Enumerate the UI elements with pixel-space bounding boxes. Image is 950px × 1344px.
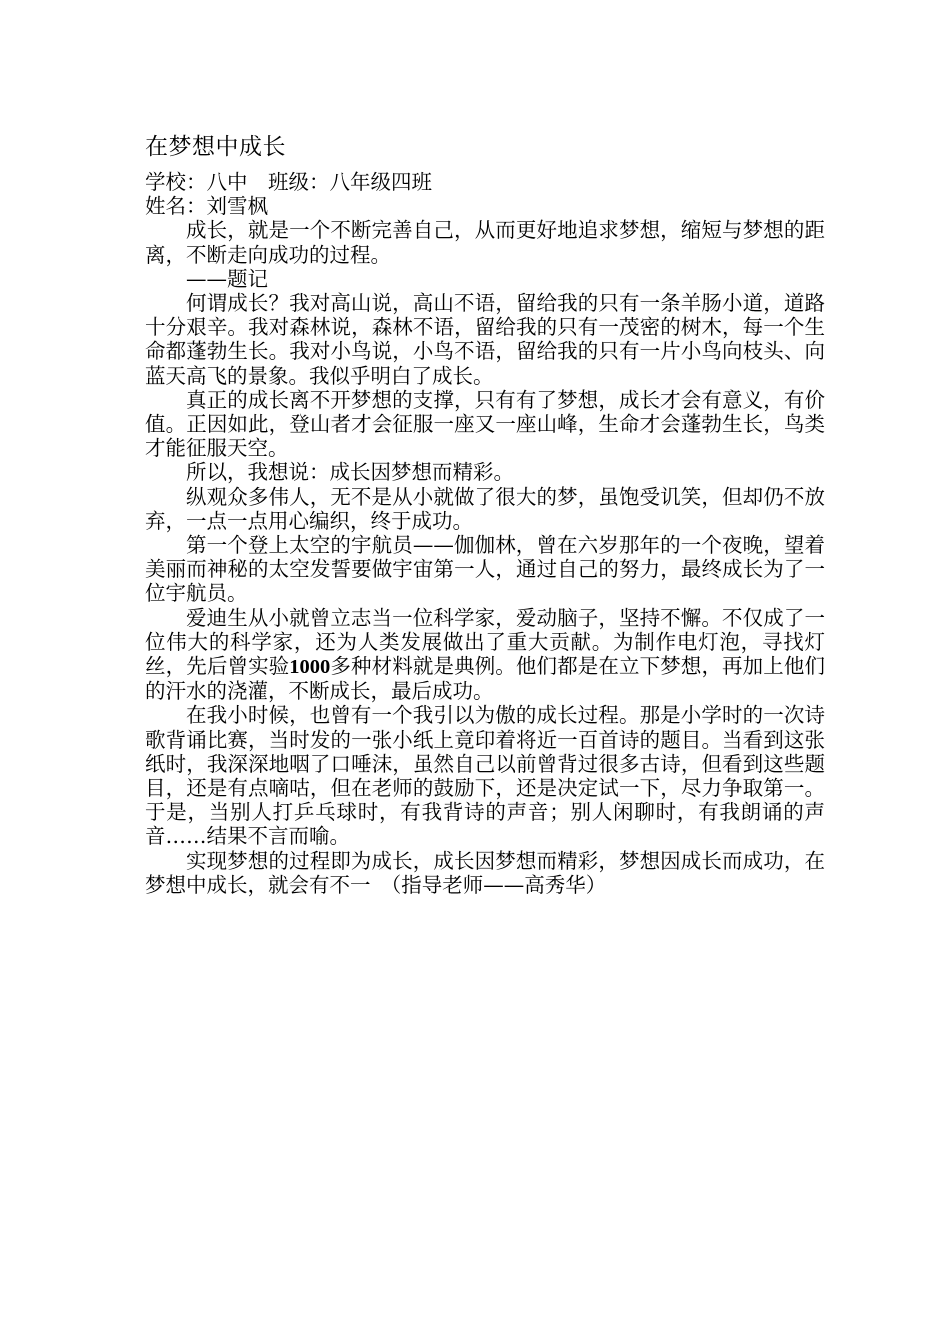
paragraph-great-people: 纵观众多伟人，无不是从小就做了很大的梦，虽饱受讥笑，但却仍不放弃，一点一点用心编织，终于成功。 bbox=[145, 484, 825, 533]
edison-text-1: 爱迪生从小就曾立志当一位科学家，爱动脑子，坚持不懈。不仅成了一位伟大的科学家，还为人类发展做出了重大贡献。为制作电灯泡，寻找灯丝，先后曾实验 bbox=[145, 605, 825, 679]
essay-title: 在梦想中成长 bbox=[145, 134, 286, 160]
essay-body bbox=[145, 132, 825, 897]
paragraph-dream-support: 真正的成长离不开梦想的支撑，只有有了梦想，成长才会有意义，有价值。正因如此，登山者才会征服一座又一座山峰，生命才会蓬勃生长，鸟类才能征服天空。 bbox=[145, 387, 825, 461]
school-class-line: 学校：八中 班级：八年级四班 bbox=[145, 170, 432, 194]
paragraph-edison bbox=[145, 606, 825, 704]
paragraph-gagarin: 第一个登上太空的宇航员——伽伽林，曾在六岁那年的一个夜晚，望着美丽而神秘的太空发誓要做宇宙第一人，通过自己的努力，最终成长为了一位宇航员。 bbox=[145, 533, 825, 606]
epigraph: 成长，就是一个不断完善自己，从而更好地追求梦想，缩短与梦想的距离，不断走向成功的过程。 bbox=[145, 218, 825, 267]
edison-number: 1000 bbox=[289, 656, 331, 679]
paragraph-childhood: 在我小时候，也曾有一个我引以为傲的成长过程。那是小学时的一次诗歌背诵比赛，当时发的一张小纸上竟印着将近一百首诗的题目。当看到这张纸时，我深深地咽了口唾沫，虽然自己以前曾背过很多古诗，但看到这些题目，还是有点嘀咕，但在老师的鼓励下，还是决定试一下，尽力争取第一。于是，当别人打乒乓球时，有我背诗的声音；别人闲聊时，有我朗诵的声音……结果不言而喻。 bbox=[145, 703, 825, 849]
epigraph-source: ——题记 bbox=[186, 266, 268, 291]
paragraph-mountains: 何谓成长？我对高山说，高山不语，留给我的只有一条羊肠小道，道路十分艰辛。我对森林说，森林不语，留给我的只有一茂密的树木，每一个生命都蓬勃生长。我对小鸟说，小鸟不语，留给我的只有一片小鸟向枝头、向蓝天高飞的景象。我似乎明白了成长。 bbox=[145, 291, 825, 388]
paragraph-thesis: 所以，我想说：成长因梦想而精彩。 bbox=[186, 460, 514, 485]
teacher-note: （指导老师——高秀华） bbox=[391, 872, 607, 897]
author-name-line: 姓名：刘雪枫 bbox=[145, 194, 268, 219]
edison-text-2: 多种材料就是典例。他们都是在立下梦想，再加上他们的汗水的浇灌，不断成长，最后成功。 bbox=[145, 654, 826, 704]
conclusion-text: 实现梦想的过程即为成长，成长因梦想而精彩，梦想因成长而成功，在梦想中成长，就会有不一 bbox=[145, 848, 825, 897]
paragraph-conclusion bbox=[145, 849, 825, 897]
